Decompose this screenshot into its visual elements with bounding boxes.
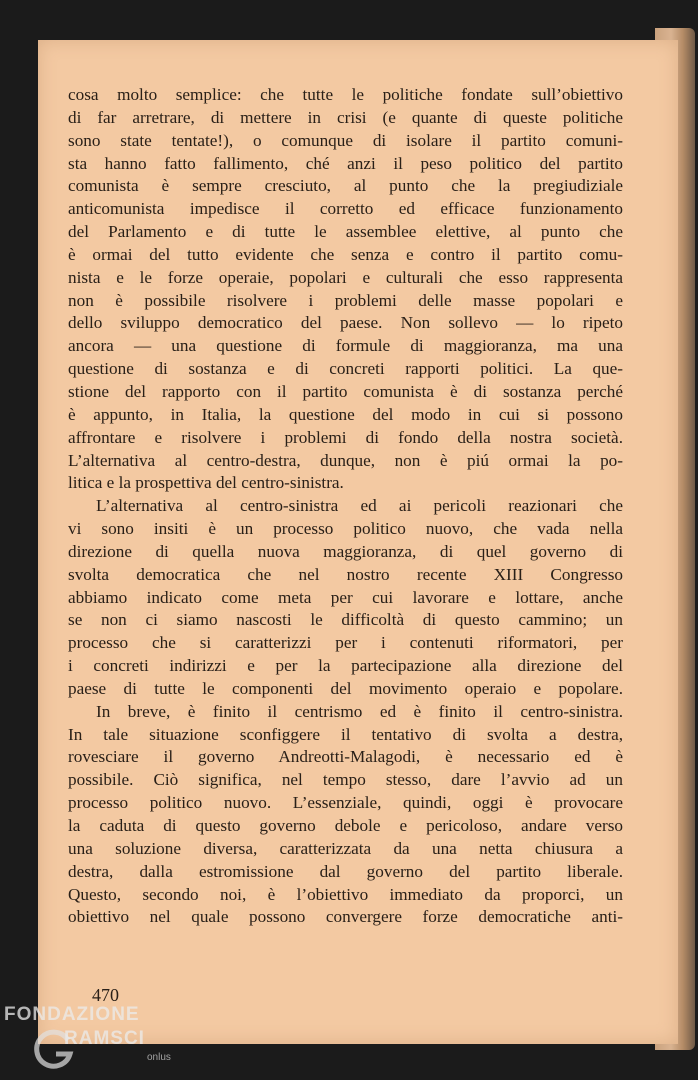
text-line: rovesciare il governo Andreotti-Malagodi, è necessario ed è xyxy=(68,747,623,767)
watermark-logo xyxy=(4,1002,184,1074)
text-line: sta hanno fatto fallimento, ché anzi il peso politico del partito xyxy=(68,153,623,173)
text-line: abbiamo indicato come meta per cui lavorare e lottare, anche xyxy=(68,587,623,607)
text-line: In tale situazione sconfiggere il tentativo di svolta a destra, xyxy=(68,724,623,744)
text-line: Questo, secondo noi, è l’obiettivo immediato da proporci, un xyxy=(68,884,623,904)
text-line: i concreti indirizzi e per la partecipazione alla direzione del xyxy=(68,656,623,676)
text-line: una soluzione diversa, caratterizzata da una netta chiusura a xyxy=(68,838,623,858)
text-line: litica e la prospettiva del centro-sinistra. xyxy=(68,473,344,493)
text-line: In breve, è finito il centrismo ed è finito il centro-sinistra. xyxy=(96,701,623,721)
body-text xyxy=(68,84,623,929)
text-line: la caduta di questo governo debole e pericoloso, andare verso xyxy=(68,816,623,835)
watermark-word-fondazione: FONDAZIONE xyxy=(4,1004,140,1025)
text-line: direzione di quella nuova maggioranza, di quel governo di xyxy=(68,541,623,561)
text-line: processo politico nuovo. L’essenziale, quindi, oggi è provocare xyxy=(68,793,623,813)
text-line: è appunto, in Italia, la questione del modo in cui si possono xyxy=(68,404,623,424)
text-line: possibile. Ciò significa, nel tempo stesso, dare l’avvio ad un xyxy=(68,770,623,790)
text-line: di far arretrare, di mettere in crisi (e quante di queste politiche xyxy=(68,107,623,127)
text-line: è ormai del tutto evidente che senza e contro il partito comu- xyxy=(68,244,623,264)
text-line: nista e le forze operaie, popolari e culturali che esso rappresenta xyxy=(68,267,623,287)
watermark-word-gramsci: RAMSCI xyxy=(64,1028,145,1049)
text-line: destra, dalla estromissione dal governo del partito liberale. xyxy=(68,861,623,881)
watermark-onlus: onlus xyxy=(147,1052,171,1063)
text-line: ancora — una questione di formule di maggioranza, ma una xyxy=(68,336,623,356)
text-line: L’alternativa al centro-sinistra ed ai pericoli reazionari che xyxy=(96,496,623,516)
text-line: questione di sostanza e di concreti rapporti politici. La que- xyxy=(68,359,623,379)
text-line: se non ci siamo nascosti le difficoltà di questo cammino; un xyxy=(68,610,623,630)
page-number: 470 xyxy=(92,985,119,1005)
text-line: cosa molto semplice: che tutte le politiche fondate sull’obiettivo xyxy=(68,85,623,104)
text-line: stione del rapporto con il partito comunista è di sostanza perché xyxy=(68,381,623,401)
text-line: L’alternativa al centro-destra, dunque, non è piú ormai la po- xyxy=(68,450,623,470)
text-line: processo che si caratterizzi per i contenuti riformatori, per xyxy=(68,633,623,653)
text-line: obiettivo nel quale possono convergere forze democratiche anti- xyxy=(68,907,623,927)
text-line: affrontare e risolvere i problemi di fondo della nostra società. xyxy=(68,427,623,447)
text-line: non è possibile risolvere i problemi delle masse popolari e xyxy=(68,290,623,310)
text-line: svolta democratica che nel nostro recente XIII Congresso xyxy=(68,564,623,584)
text-line: sono state tentate!), o comunque di isolare il partito comuni- xyxy=(68,130,623,150)
text-line: comunista è sempre cresciuto, al punto che la pregiudiziale xyxy=(68,176,623,196)
text-line: vi sono insiti è un processo politico nuovo, che vada nella xyxy=(68,519,623,539)
text-line: dello sviluppo democratico del paese. Non sollevo — lo ripeto xyxy=(68,313,623,333)
text-line: del Parlamento e di tutte le assemblee elettive, al punto che xyxy=(68,222,623,242)
text-line: anticomunista impedisce il corretto ed efficace funzionamento xyxy=(68,199,623,219)
text-line: paese di tutte le componenti del movimento operaio e popolare. xyxy=(68,678,623,698)
